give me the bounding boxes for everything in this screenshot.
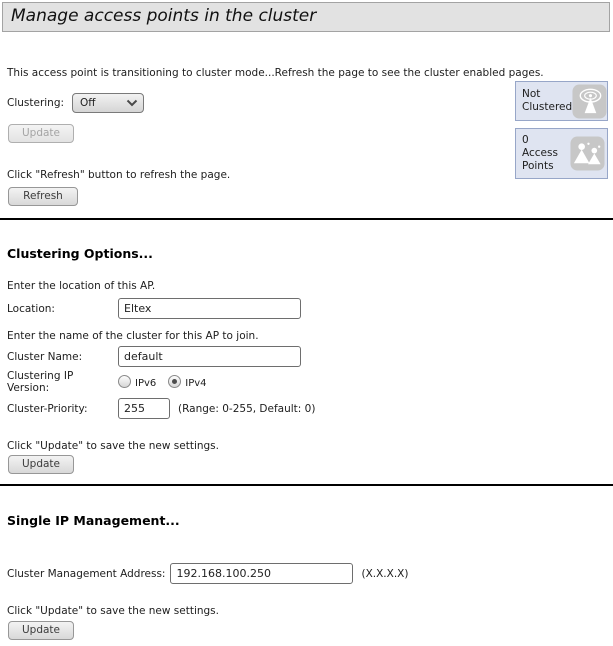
chevron-down-icon: [126, 99, 138, 107]
transition-message: This access point is transitioning to cluster mode...Refresh the page to see the cluster enabled pages.: [7, 67, 544, 79]
not-clustered-label: Not Clustered: [522, 88, 573, 113]
location-label: Location:: [7, 302, 55, 315]
wireless-antenna-icon: [572, 84, 607, 119]
access-points-label: Access Points: [522, 147, 558, 172]
section-divider: [0, 484, 613, 486]
clustering-options-update-button[interactable]: Update: [8, 455, 74, 474]
management-address-input[interactable]: [170, 563, 353, 584]
status-badge-panel: [515, 81, 608, 179]
location-row: [7, 298, 608, 319]
cluster-priority-label: Cluster-Priority:: [7, 402, 88, 415]
cluster-name-hint: Enter the name of the cluster for this AP to join.: [7, 330, 259, 342]
refresh-button[interactable]: Refresh: [8, 187, 78, 206]
ip-version-row: [7, 369, 608, 394]
cluster-priority-row: [7, 398, 608, 419]
single-ip-update-button[interactable]: Update: [8, 621, 74, 640]
cluster-name-row: [7, 346, 608, 367]
ipv4-radio-label: IPv4: [185, 378, 207, 389]
section-divider: [0, 218, 613, 220]
ip-version-label: Clustering IP Version:: [7, 369, 74, 394]
cluster-priority-range-note: (Range: 0-255, Default: 0): [178, 402, 316, 415]
refresh-hint: Click "Refresh" button to refresh the page.: [7, 169, 231, 181]
clustering-label: Clustering:: [7, 97, 65, 109]
access-points-badge: [515, 128, 608, 179]
not-clustered-badge: [515, 81, 608, 121]
ipv6-radio[interactable]: [118, 375, 131, 388]
cluster-priority-input[interactable]: [118, 398, 170, 419]
access-points-count: 0: [522, 134, 529, 146]
cluster-status-section: [0, 67, 613, 206]
access-points-text: [522, 134, 570, 173]
management-address-label: Cluster Management Address:: [7, 567, 166, 580]
clustering-select[interactable]: [72, 93, 144, 113]
clustering-selected-value: Off: [80, 97, 96, 109]
clustering-options-heading: Clustering Options...: [7, 246, 153, 261]
clustering-update-hint: Click "Update" to save the new settings.: [7, 440, 219, 452]
address-format-note: (X.X.X.X): [361, 567, 409, 580]
location-hint: Enter the location of this AP.: [7, 280, 156, 292]
clustering-update-button[interactable]: Update: [8, 124, 74, 143]
ipv4-radio[interactable]: [168, 375, 181, 388]
clustering-options-section: [0, 246, 613, 474]
single-ip-section: [0, 513, 613, 640]
cluster-name-input[interactable]: [118, 346, 301, 367]
single-ip-heading: Single IP Management...: [7, 513, 180, 528]
people-icon: [570, 136, 605, 171]
location-input[interactable]: [118, 298, 301, 319]
ipv6-radio-label: IPv6: [135, 378, 157, 389]
single-ip-update-hint: Click "Update" to save the new settings.: [7, 605, 219, 617]
management-address-row: [7, 563, 608, 584]
page-title: Manage access points in the cluster: [2, 2, 610, 32]
cluster-name-label: Cluster Name:: [7, 350, 83, 363]
